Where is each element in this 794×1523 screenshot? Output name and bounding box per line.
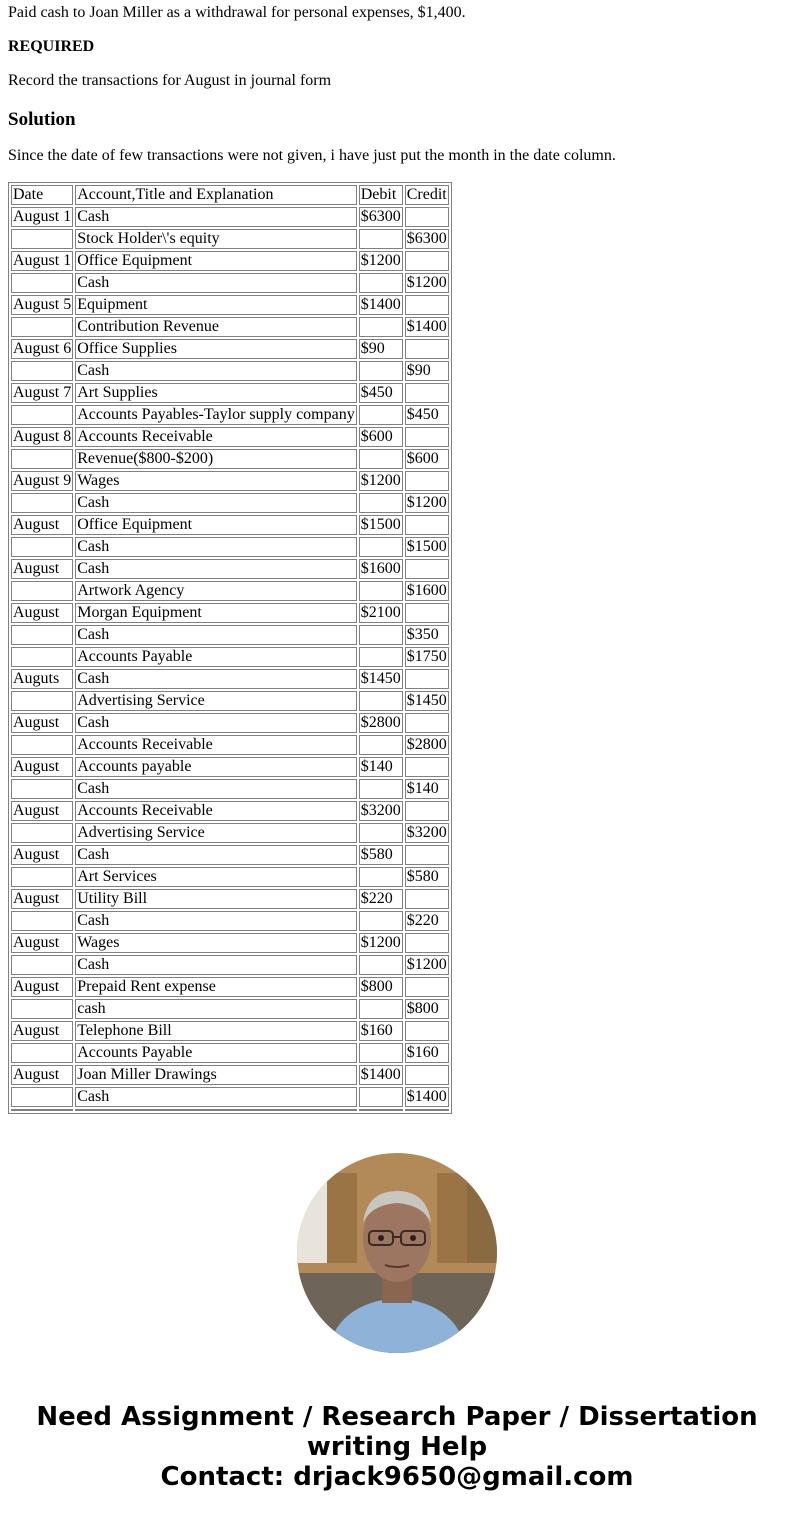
credit-cell [405, 383, 449, 403]
debit-cell: $3200 [360, 802, 401, 819]
credit-cell: $450 [405, 405, 449, 425]
avatar-photo [297, 1153, 497, 1353]
date-cell [11, 823, 73, 843]
credit-cell [405, 713, 449, 733]
account-cell: Cash [75, 361, 356, 381]
account-cell: Cash [75, 559, 356, 579]
table-row [11, 823, 449, 843]
table-row [11, 757, 449, 777]
credit-cell [405, 295, 449, 315]
date-cell: August [11, 757, 73, 777]
credit-cell: $1400 [406, 1088, 447, 1105]
account-cell: Cash [75, 955, 356, 975]
table-row [11, 405, 449, 425]
account-cell: Office Equipment [75, 251, 356, 271]
debit-cell: $1200 [360, 472, 401, 489]
table-row [11, 933, 449, 953]
date-cell [11, 317, 73, 337]
account-cell: Art Supplies [75, 383, 356, 403]
table-row [11, 229, 449, 249]
date-cell [11, 1087, 73, 1107]
credit-cell [405, 471, 449, 491]
debit-cell [359, 779, 403, 799]
date-cell [11, 691, 73, 711]
header-date: Date [11, 185, 73, 205]
account-cell: Cash [75, 537, 356, 557]
debit-cell: $450 [359, 383, 403, 403]
date-cell: August [11, 801, 73, 821]
required-heading: REQUIRED [8, 38, 95, 55]
debit-cell: $580 [359, 845, 403, 865]
table-row [11, 713, 449, 733]
debit-cell: $800 [359, 977, 403, 997]
credit-cell: $1450 [406, 692, 447, 709]
date-cell: Auguts [11, 669, 73, 689]
debit-cell: $1400 [360, 1066, 401, 1083]
credit-cell [405, 559, 449, 579]
account-cell: Accounts Receivable [75, 735, 356, 755]
credit-cell [405, 1065, 449, 1085]
date-cell [11, 1043, 73, 1063]
header-account: Account,Title and Explanation [75, 185, 356, 205]
debit-cell [359, 361, 403, 381]
credit-cell [405, 669, 449, 689]
account-cell: Cash [75, 713, 356, 733]
filler-cell [11, 1109, 73, 1111]
journal-table [8, 182, 452, 1114]
table-row [11, 779, 449, 799]
date-cell: August 5 [13, 296, 72, 313]
account-cell: Cash [75, 779, 356, 799]
date-cell: August 6 [13, 340, 72, 357]
account-cell: Accounts Receivable [75, 801, 356, 821]
table-row [11, 449, 449, 469]
table-row [11, 955, 449, 975]
credit-cell: $1500 [406, 538, 447, 555]
table-row [11, 361, 449, 381]
credit-cell: $220 [405, 911, 449, 931]
date-cell: August [11, 1021, 73, 1041]
solution-heading: Solution [8, 109, 76, 130]
credit-cell: $3200 [406, 824, 447, 841]
debit-cell [359, 647, 403, 667]
table-row [11, 1043, 449, 1063]
debit-cell [359, 405, 403, 425]
debit-cell: $220 [359, 889, 403, 909]
date-cell [11, 493, 73, 513]
header-debit: Debit [359, 185, 403, 205]
account-cell: Wages [75, 471, 356, 491]
account-cell: Revenue($800-$200) [75, 449, 356, 469]
record-instruction: Record the transactions for August in journal form [8, 72, 332, 89]
credit-cell: $1750 [406, 648, 447, 665]
avatar-portrait [297, 1153, 497, 1353]
account-cell: Joan Miller Drawings [75, 1065, 356, 1085]
account-cell: Art Services [75, 867, 356, 887]
account-cell: Cash [75, 207, 356, 227]
table-row [11, 911, 449, 931]
account-cell: Cash [75, 625, 356, 645]
date-cell [11, 229, 73, 249]
debit-cell: $1450 [360, 670, 401, 687]
table-row [11, 867, 449, 887]
date-cell [11, 405, 73, 425]
debit-cell: $1600 [360, 560, 401, 577]
date-cell [11, 537, 73, 557]
account-cell: Cash [75, 845, 356, 865]
table-row [11, 537, 449, 557]
credit-cell [405, 1021, 449, 1041]
debit-cell: $1200 [360, 252, 401, 269]
debit-cell [359, 449, 403, 469]
date-cell: August [11, 603, 73, 623]
credit-cell: $1600 [406, 582, 447, 599]
table-row [11, 295, 449, 315]
debit-cell [359, 581, 403, 601]
credit-cell [405, 427, 449, 447]
account-cell: Office Equipment [75, 515, 356, 535]
credit-cell [405, 757, 449, 777]
date-cell [11, 955, 73, 975]
credit-cell: $1200 [406, 956, 447, 973]
table-row [11, 493, 449, 513]
table-row [11, 603, 449, 623]
account-cell: Wages [75, 933, 356, 953]
debit-cell: $600 [359, 427, 403, 447]
debit-cell [359, 691, 403, 711]
date-cell: August [11, 845, 73, 865]
date-cell: August 7 [13, 384, 72, 401]
table-row [11, 207, 449, 227]
account-cell: Accounts Payable [75, 647, 356, 667]
table-row [11, 735, 449, 755]
account-cell: Accounts Payables-Taylor supply company [77, 406, 355, 423]
promo-banner [0, 1402, 794, 1492]
date-cell: August [11, 559, 73, 579]
filler-cell [359, 1109, 403, 1111]
debit-cell [359, 493, 403, 513]
date-cell [11, 273, 73, 293]
date-cell: August [11, 1065, 73, 1085]
credit-cell [405, 251, 449, 271]
date-cell: August [11, 889, 73, 909]
debit-cell: $2800 [360, 714, 401, 731]
table-row [11, 625, 449, 645]
credit-cell: $90 [405, 361, 449, 381]
account-cell: Accounts Payable [75, 1043, 356, 1063]
date-cell [11, 779, 73, 799]
date-cell: August 1 [13, 208, 72, 225]
debit-cell: $160 [359, 1021, 403, 1041]
date-cell: August 8 [13, 428, 72, 445]
credit-cell [405, 801, 449, 821]
account-cell: Cash [75, 493, 356, 513]
account-cell: Artwork Agency [75, 581, 356, 601]
debit-cell: $1400 [360, 296, 401, 313]
account-cell: Advertising Service [75, 823, 356, 843]
account-cell: Cash [75, 273, 356, 293]
credit-cell: $6300 [406, 230, 447, 247]
debit-cell [359, 537, 403, 557]
credit-cell: $800 [405, 999, 449, 1019]
date-cell: August 9 [13, 472, 72, 489]
table-header-row [11, 185, 449, 205]
credit-cell [405, 845, 449, 865]
table-row [11, 845, 449, 865]
date-cell [11, 867, 73, 887]
date-cell [11, 449, 73, 469]
table-row [11, 471, 449, 491]
table-row [11, 889, 449, 909]
table-row [11, 251, 449, 271]
debit-cell [359, 999, 403, 1019]
credit-cell: $580 [405, 867, 449, 887]
date-cell [11, 735, 73, 755]
debit-cell [359, 1043, 403, 1063]
header-credit: Credit [406, 186, 447, 203]
filler-cell [405, 1109, 449, 1111]
credit-cell [405, 889, 449, 909]
date-cell: August [11, 515, 73, 535]
debit-cell: $1500 [360, 516, 401, 533]
date-cell: August [11, 713, 73, 733]
table-row [11, 273, 449, 293]
debit-cell: $1200 [360, 934, 401, 951]
account-cell: Cash [75, 1087, 356, 1107]
promo-line-2: writing Help [306, 1432, 488, 1462]
account-cell: Accounts payable [75, 757, 356, 777]
table-row [11, 1021, 449, 1041]
credit-cell [405, 603, 449, 623]
debit-cell [359, 911, 403, 931]
table-row [11, 581, 449, 601]
table-row [11, 1087, 449, 1107]
debit-cell [359, 867, 403, 887]
credit-cell: $1200 [406, 494, 447, 511]
intro-text: Paid cash to Joan Miller as a withdrawal for personal expenses, $1,400. [8, 4, 466, 21]
debit-cell [359, 955, 403, 975]
debit-cell: $140 [359, 757, 403, 777]
debit-cell [359, 229, 403, 249]
author-avatar [297, 1153, 497, 1353]
table-row [11, 691, 449, 711]
account-cell: cash [75, 999, 356, 1019]
debit-cell: $6300 [360, 208, 401, 225]
debit-cell [359, 823, 403, 843]
credit-cell: $160 [405, 1043, 449, 1063]
account-cell: Utility Bill [75, 889, 356, 909]
credit-cell [405, 977, 449, 997]
table-row [11, 427, 449, 447]
date-cell [11, 581, 73, 601]
account-cell: Cash [75, 669, 356, 689]
table-row [11, 977, 449, 997]
credit-cell [405, 207, 449, 227]
date-cell [11, 911, 73, 931]
table-row [11, 317, 449, 337]
account-cell: Cash [75, 911, 356, 931]
date-cell [11, 361, 73, 381]
table-row [11, 383, 449, 403]
debit-cell [359, 317, 403, 337]
table-filler-row [11, 1109, 449, 1111]
debit-cell [359, 273, 403, 293]
table-row [11, 1065, 449, 1085]
credit-cell: $1400 [406, 318, 447, 335]
account-cell: Morgan Equipment [75, 603, 356, 623]
account-cell: Equipment [75, 295, 356, 315]
credit-cell [405, 339, 449, 359]
table-row [11, 801, 449, 821]
solution-note: Since the date of few transactions were not given, i have just put the month in the date column. [8, 147, 616, 164]
table-row [11, 559, 449, 579]
credit-cell: $1200 [406, 274, 447, 291]
debit-cell [359, 1087, 403, 1107]
account-cell: Advertising Service [75, 691, 356, 711]
account-cell: Stock Holder\'s equity [75, 229, 356, 249]
account-cell: Prepaid Rent expense [75, 977, 356, 997]
date-cell: August [11, 933, 73, 953]
credit-cell: $2800 [406, 736, 447, 753]
debit-cell [359, 625, 403, 645]
date-cell: August 1 [13, 252, 72, 269]
debit-cell [359, 735, 403, 755]
credit-cell [405, 933, 449, 953]
credit-cell: $600 [405, 449, 449, 469]
credit-cell: $140 [405, 779, 449, 799]
account-cell: Telephone Bill [75, 1021, 356, 1041]
promo-line-1: Need Assignment / Research Paper / Dissertation [36, 1402, 758, 1432]
date-cell [11, 625, 73, 645]
table-row [11, 515, 449, 535]
table-row [11, 669, 449, 689]
account-cell: Contribution Revenue [75, 317, 356, 337]
date-cell: August [11, 977, 73, 997]
date-cell [11, 647, 73, 667]
account-cell: Accounts Receivable [75, 427, 356, 447]
table-row [11, 647, 449, 667]
date-cell [11, 999, 73, 1019]
filler-cell [75, 1109, 356, 1111]
credit-cell: $350 [405, 625, 449, 645]
promo-contact: Contact: drjack9650@gmail.com [160, 1462, 634, 1492]
credit-cell [405, 515, 449, 535]
table-row [11, 999, 449, 1019]
account-cell: Office Supplies [75, 339, 356, 359]
debit-cell: $2100 [360, 604, 401, 621]
table-row [11, 339, 449, 359]
debit-cell: $90 [359, 339, 403, 359]
